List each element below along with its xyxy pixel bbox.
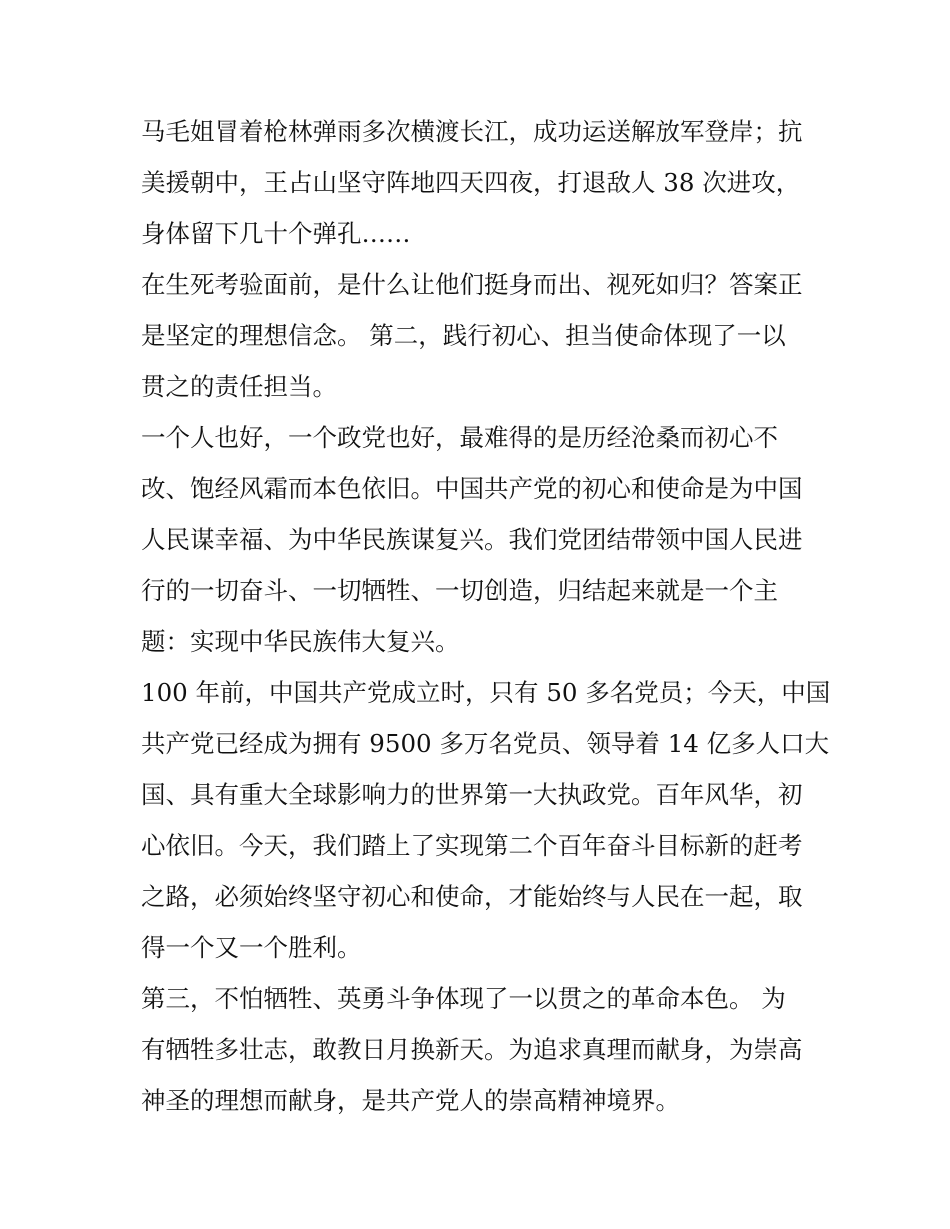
text-line: 之路，必须始终坚守初心和使命，才能始终与人民在一起，取: [141, 882, 803, 911]
text-line: 美援朝中，王占山坚守阵地四天四夜，打退敌人 38 次进攻，: [141, 168, 801, 197]
text-line: 贯之的责任担当。: [141, 372, 337, 401]
text-line: 马毛姐冒着枪林弹雨多次横渡长江，成功运送解放军登岸；抗: [141, 117, 803, 146]
text-line: 一个人也好，一个政党也好，最难得的是历经沧桑而初心不: [141, 423, 778, 452]
text-line: 是坚定的理想信念。 第二，践行初心、担当使命体现了一以: [141, 321, 786, 350]
text-line: 有牺牲多壮志，敢教日月换新天。为追求真理而献身，为崇高: [141, 1035, 803, 1064]
text-line: 行的一切奋斗、一切牺牲、一切创造，归结起来就是一个主: [141, 576, 778, 605]
text-line: 第三，不怕牺牲、英勇斗争体现了一以贯之的革命本色。 为: [141, 984, 786, 1013]
text-line: 改、饱经风霜而本色依旧。中国共产党的初心和使命是为中国: [141, 474, 803, 503]
paragraph-original-aspiration: [141, 412, 813, 667]
text-line: 得一个又一个胜利。: [141, 933, 362, 962]
paragraph-centenary: [141, 667, 831, 973]
text-line: 共产党已经成为拥有 9500 多万名党员、领导着 14 亿多人口大: [141, 729, 830, 758]
text-line: 身体留下几十个弹孔……: [141, 219, 411, 248]
paragraph-sacrifice: [141, 973, 813, 1126]
text-line: 人民谋幸福、为中华民族谋复兴。我们党团结带领中国人民进: [141, 525, 803, 554]
text-line: 100 年前，中国共产党成立时，只有 50 多名党员；今天，中国: [141, 678, 831, 707]
text-line: 题：实现中华民族伟大复兴。: [141, 627, 460, 656]
document-body: [141, 106, 831, 1126]
text-line: 神圣的理想而献身，是共产党人的崇高精神境界。: [141, 1086, 680, 1115]
paragraph-ideals: [141, 259, 813, 412]
paragraph-heroes: [141, 106, 813, 259]
text-line: 心依旧。今天，我们踏上了实现第二个百年奋斗目标新的赶考: [141, 831, 803, 860]
text-line: 在生死考验面前，是什么让他们挺身而出、视死如归？答案正: [141, 270, 803, 299]
text-line: 国、具有重大全球影响力的世界第一大执政党。百年风华，初: [141, 780, 803, 809]
